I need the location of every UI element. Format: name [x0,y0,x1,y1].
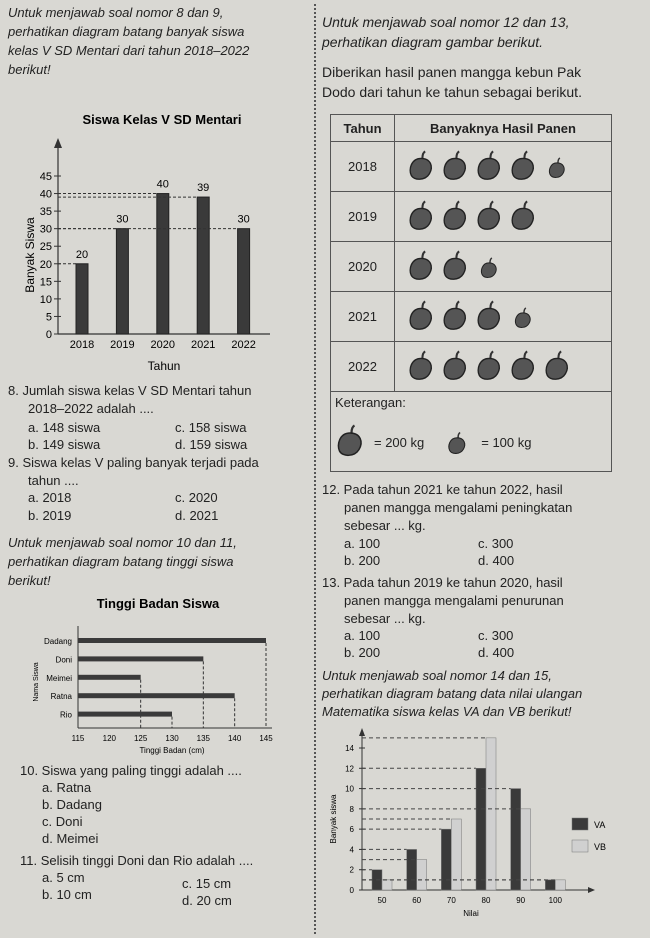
question-12 [322,482,572,534]
mango-cell [395,192,612,242]
x-tick-label: 140 [227,734,242,743]
mango-full-icon [475,300,503,332]
question-text: sebesar ... kg. [344,611,426,626]
bar [486,738,496,890]
table-header-row [331,115,612,142]
y-tick-label: 0 [45,329,52,341]
mango-full-icon [335,424,365,462]
q13-option-d[interactable]: d. 400 [478,645,515,660]
x-axis-label: Nilai [463,909,479,918]
y-tick-label: 10 [39,293,52,306]
x-tick-label: 135 [196,734,211,743]
q8-option-a[interactable]: a. 148 siswa [28,420,101,435]
bar [521,809,531,890]
intro-right [322,14,569,51]
table-row [331,342,612,392]
legend-half-label: = 100 kg [481,435,532,451]
data-label: 30 [116,213,129,226]
x-axis-label: Tinggi Badan (cm) [139,746,205,755]
q9-option-b[interactable]: b. 2019 [28,508,72,523]
question-text: 2018–2022 adalah .... [28,401,154,416]
bar [78,656,203,661]
y-axis-arrow [359,728,365,736]
question-13 [322,575,564,627]
intro-line: Untuk menjawab soal nomor 12 dan 13, [322,14,570,30]
year-cell: 2019 [331,192,395,242]
q13-option-c[interactable]: c. 300 [478,628,514,643]
column-divider [314,4,316,934]
bar [476,768,486,890]
question-text: 8. Jumlah siswa kelas V SD Mentari tahun [8,383,252,398]
legend-row [331,392,612,472]
question-11: 11. Selisih tinggi Doni dan Rio adalah .... [20,853,254,868]
mango-full-icon [407,300,435,332]
x-tick-label: 2020 [150,339,176,351]
bar [545,880,555,890]
q9-option-a[interactable]: a. 2018 [28,490,72,505]
year-cell: 2020 [331,242,395,292]
mango-full-icon [441,350,469,382]
data-label: 20 [75,248,89,261]
mango-cell [395,142,612,192]
question-10: 10. Siswa yang paling tinggi adalah .... [20,763,242,778]
mango-full-icon [407,350,435,382]
intro-line: Untuk menjawab soal nomor 14 dan 15, [322,668,552,683]
x-tick-label: 130 [165,734,179,743]
mango-full-icon [335,424,365,459]
q13-option-a[interactable]: a. 100 [344,628,381,643]
data-label: 39 [197,182,210,195]
y-axis-label: Nama Siswa [33,662,40,702]
bar [78,712,172,717]
y-tick-label: Dadang [43,637,72,646]
bar [157,194,169,334]
y-tick-label: Meimei [46,673,72,683]
intro-line: berikut! [8,62,51,77]
bar [197,197,209,334]
x-tick-label: 115 [71,734,85,743]
y-tick-label: 45 [39,171,52,183]
legend-title: Keterangan: [335,395,406,410]
legend-cell [331,392,612,472]
q13-option-b[interactable]: b. 200 [344,645,381,660]
intro-left [8,5,249,78]
students-bar-chart [20,108,310,380]
mango-full-icon [509,350,537,382]
x-axis-label: Tahun [147,359,181,373]
data-label: 40 [156,178,169,191]
q11-option-a[interactable]: a. 5 cm [42,870,85,885]
intro-line: Dodo dari tahun ke tahun sebagai berikut. [322,84,582,100]
y-tick-label: Ratna [50,692,72,702]
mango-full-icon [407,150,435,182]
y-tick-label: 15 [39,276,52,289]
bar [78,693,235,698]
intro-line: perhatikan diagram batang data nilai ulangan [322,686,583,701]
mango-half-icon [442,424,472,462]
intro-line: Untuk menjawab soal nomor 8 dan 9, [8,5,224,20]
bar [78,638,266,643]
legend-items [335,424,607,462]
q12-option-d[interactable]: d. 400 [478,553,515,568]
mango-full-icon [441,300,469,332]
table-row [331,292,612,342]
q12-option-b[interactable]: b. 200 [344,553,381,568]
x-tick-label: 2021 [190,339,216,351]
y-tick-label: 14 [345,744,354,753]
y-tick-label: 35 [39,206,52,219]
intro-line: perhatikan diagram batang banyak siswa [8,24,245,39]
mango-full-icon [475,350,503,382]
question-text: sebesar ... kg. [344,518,426,533]
x-tick-label: 60 [412,896,422,905]
y-axis-arrow [54,138,62,148]
mango-half-icon [543,150,571,182]
column-header-amount: Banyaknya Hasil Panen [395,115,612,142]
x-tick-label: 70 [446,896,456,905]
height-bar-chart [22,592,294,760]
bar [382,880,392,890]
x-tick-label: 80 [481,896,491,905]
bar [417,860,427,890]
x-tick-label: 2019 [110,339,135,351]
bar [511,789,521,890]
y-tick-label: 6 [349,825,354,835]
mango-full-icon [441,250,469,282]
y-axis-label: Banyak siswa [329,794,338,844]
question-text: tahun .... [28,473,79,488]
x-axis-arrow [588,887,595,893]
question-text: 13. Pada tahun 2019 ke tahun 2020, hasil [322,575,563,590]
data-label: 30 [237,213,250,226]
intro-right-2 [322,64,582,101]
table-row [331,142,612,192]
q8-option-d[interactable]: d. 159 siswa [175,437,248,452]
mango-half-icon [509,300,537,332]
y-tick-label: 2 [349,865,354,875]
x-tick-label: 50 [377,896,387,905]
q8-option-c[interactable]: c. 158 siswa [175,420,247,435]
mango-half-icon [475,250,503,282]
table-row [331,192,612,242]
bar [407,849,417,890]
legend-swatch [572,818,588,830]
y-tick-label: Rio [59,710,72,720]
bar [451,819,461,890]
table-row [331,242,612,292]
question-text: 9. Siswa kelas V paling banyak terjadi pada [8,455,259,470]
bar [76,264,88,334]
q12-option-c[interactable]: c. 300 [478,536,514,551]
y-tick-label: 0 [349,886,354,895]
q10-option-c[interactable]: c. Doni [42,814,83,829]
intro-line: perhatikan diagram gambar berikut. [322,34,544,50]
chart-title: Siswa Kelas V SD Mentari [82,112,242,127]
mango-full-icon [543,350,571,382]
q11-option-c[interactable]: c. 15 cm [182,876,232,891]
y-tick-label: 8 [349,804,354,814]
column-header-year: Tahun [331,115,395,142]
question-8 [8,383,252,417]
mango-full-icon [475,150,503,182]
mango-full-icon [509,150,537,182]
legend-label: VA [594,820,606,830]
x-tick-label: 100 [548,896,563,905]
question-text: 12. Pada tahun 2021 ke tahun 2022, hasil [322,482,563,497]
intro-line: Untuk menjawab soal nomor 10 dan 11, [8,535,237,550]
mango-full-icon [509,200,537,232]
mango-cell [395,342,612,392]
harvest-table [330,114,612,472]
y-tick-label: 20 [39,258,52,271]
question-9 [8,455,259,489]
bar [441,829,451,890]
x-tick-label: 125 [133,734,148,743]
question-text: panen mangga mengalami penurunan [344,593,564,608]
intro-line: kelas V SD Mentari dari tahun 2018–2022 [8,43,250,58]
q10-option-d[interactable]: d. Meimei [42,831,99,846]
mango-cell [395,292,612,342]
mango-full-icon [441,200,469,232]
bar [116,229,128,334]
mango-full-icon [441,150,469,182]
intro-line: Matematika siswa kelas VA dan VB berikut! [322,704,572,719]
intro-right-3 [322,668,582,720]
bar [238,229,250,334]
chart-title: Tinggi Badan Siswa [96,596,220,611]
y-tick-label: 25 [39,241,52,254]
bar [555,880,565,890]
x-tick-label: 145 [259,734,273,743]
mango-full-icon [475,200,503,232]
intro-line: berikut! [8,573,51,588]
y-axis-label: Banyak Siswa [23,217,37,293]
bar [78,675,141,680]
y-tick-label: 4 [349,845,354,855]
mango-full-icon [407,250,435,282]
y-tick-label: 5 [45,311,52,324]
q11-option-d[interactable]: d. 20 cm [182,893,232,908]
x-tick-label: 90 [516,896,526,905]
question-text: panen mangga mengalami peningkatan [344,500,573,515]
legend-full-label: = 200 kg [374,435,425,451]
q8-option-b[interactable]: b. 149 siswa [28,437,101,452]
mango-cell [395,242,612,292]
mango-full-icon [407,200,435,232]
y-tick-label: 40 [39,188,52,201]
q10-option-a[interactable]: a. Ratna [42,780,92,795]
intro-mid [8,535,237,589]
scores-bar-chart [318,722,618,932]
intro-line: perhatikan diagram batang tinggi siswa [8,554,234,569]
q12-option-a[interactable]: a. 100 [344,536,381,551]
y-tick-label: 10 [345,784,354,794]
q10-option-b[interactable]: b. Dadang [42,797,102,812]
q9-option-d[interactable]: d. 2021 [175,508,219,523]
mango-half-icon [442,424,472,459]
x-tick-label: 120 [102,734,117,743]
legend-swatch [572,840,588,852]
q11-option-b[interactable]: b. 10 cm [42,887,92,902]
legend-label: VB [594,842,607,852]
x-tick-label: 2022 [231,339,256,351]
intro-line: Diberikan hasil panen mangga kebun Pak [322,64,582,80]
y-tick-label: Doni [55,655,72,665]
y-tick-label: 12 [345,764,354,774]
year-cell: 2021 [331,292,395,342]
year-cell: 2022 [331,342,395,392]
y-tick-label: 30 [39,223,52,236]
x-tick-label: 2018 [69,339,95,351]
q9-option-c[interactable]: c. 2020 [175,490,218,505]
year-cell: 2018 [331,142,395,192]
